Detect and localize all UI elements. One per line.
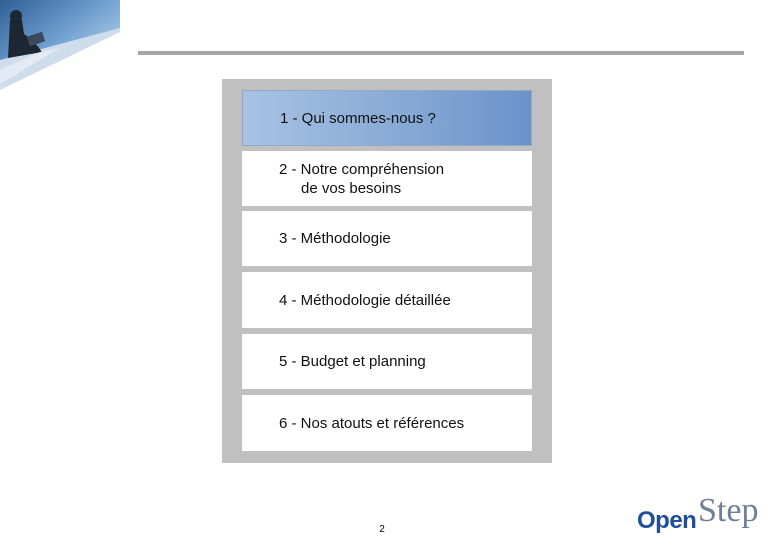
toc-item-5[interactable] bbox=[242, 334, 532, 389]
toc-item-6[interactable] bbox=[242, 395, 532, 451]
toc-item-label: 2 - Notre compréhension bbox=[279, 160, 445, 178]
toc-item-3[interactable] bbox=[242, 211, 532, 266]
logo-text-step: Step bbox=[698, 492, 759, 529]
toc-item-label: 4 - Méthodologie détaillée bbox=[279, 291, 451, 309]
toc-item-label: 5 - Budget et planning bbox=[279, 353, 426, 370]
header-rule bbox=[138, 51, 744, 55]
toc-item-label: 6 - Nos atouts et références bbox=[279, 414, 465, 432]
openstep-logo bbox=[636, 494, 770, 534]
table-of-contents bbox=[222, 79, 552, 463]
toc-item-label: 1 - Qui sommes-nous ? bbox=[280, 109, 436, 127]
toc-item-4[interactable] bbox=[242, 272, 532, 328]
toc-item-1[interactable] bbox=[242, 90, 532, 146]
person-laptop-image bbox=[0, 0, 120, 90]
toc-item-label-line2: de vos besoins bbox=[301, 179, 402, 197]
logo-text-open: Open bbox=[637, 507, 697, 534]
toc-item-label: 3 - Méthodologie bbox=[279, 230, 391, 247]
corner-photo bbox=[0, 0, 120, 90]
page-number: 2 bbox=[379, 524, 385, 535]
toc-item-2[interactable] bbox=[242, 151, 532, 206]
